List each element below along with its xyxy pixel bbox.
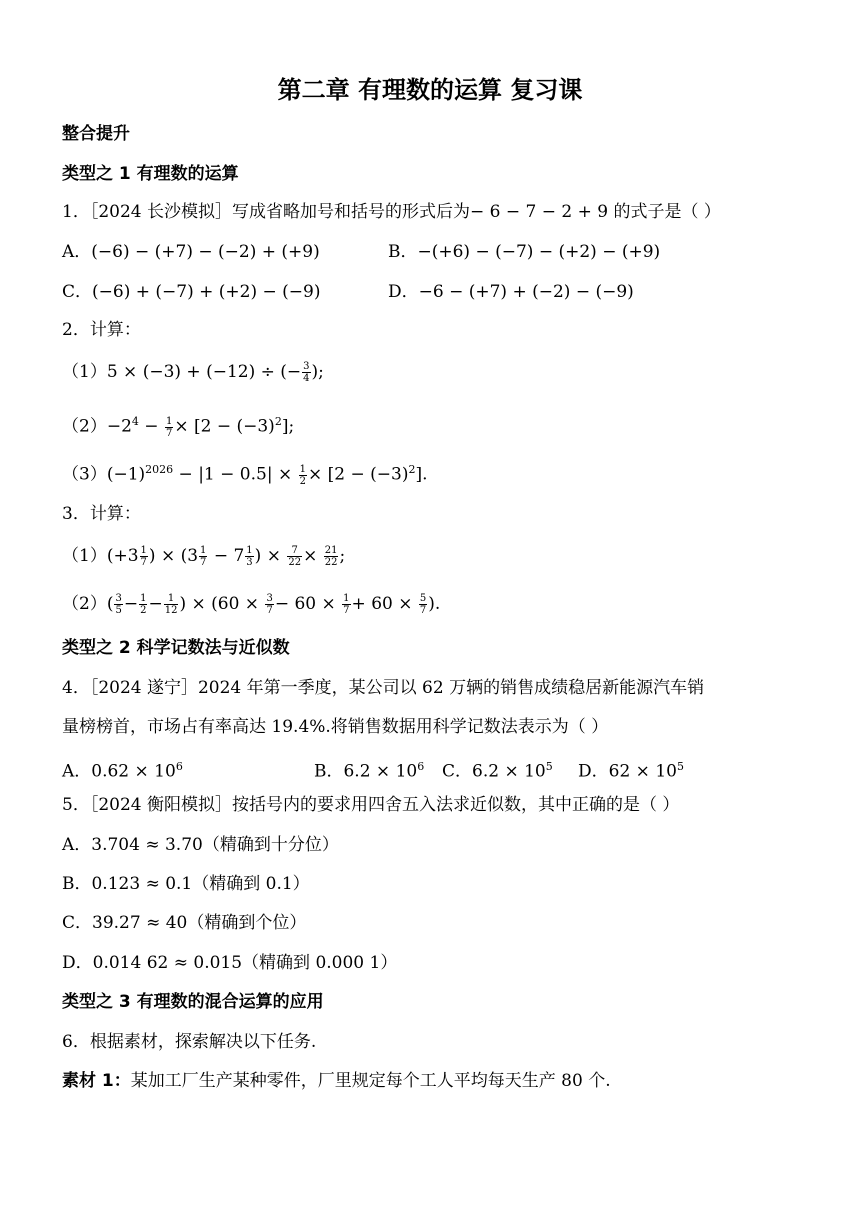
question-5-option-a: A．3.704 ≈ 3.70（精确到十分位） xyxy=(62,835,339,855)
fraction xyxy=(299,464,307,487)
question-5-stem: 5．［2024 衡阳模拟］按括号内的要求用四舍五入法求近似数，其中正确的是（ ） xyxy=(62,795,680,815)
denominator: 4 xyxy=(303,373,310,384)
fraction xyxy=(114,593,122,616)
fraction xyxy=(140,545,148,568)
numerator: 5 xyxy=(419,593,427,604)
option-text: B．6.2 × 10 xyxy=(314,761,418,782)
exponent: 4 xyxy=(131,415,139,428)
question-4-option-c xyxy=(442,755,578,784)
expression-text: ) × (60 × xyxy=(179,594,265,614)
part-label: （2） xyxy=(62,416,107,437)
expression-text: ) × xyxy=(254,546,287,566)
question-1-stem-text: 1．［2024 长沙模拟］写成省略加号和括号的形式后为 xyxy=(62,202,470,222)
expression-text: ]; xyxy=(281,416,295,437)
expression-text: − 7 xyxy=(208,546,245,566)
question-3-stem: 3．计算： xyxy=(62,504,141,524)
question-4-option-b xyxy=(314,755,442,784)
expression-text: − xyxy=(138,416,164,437)
exponent: 2 xyxy=(408,463,416,476)
expression-text: ) × (3 xyxy=(148,546,199,566)
numerator: 3 xyxy=(115,593,122,604)
material-label: 素材 1： xyxy=(62,1071,131,1091)
question-1-option-d: D．−6 − (+7) + (−2) − (−9) xyxy=(388,282,634,302)
type-heading-3: 类型之 3 有理数的混合运算的应用 xyxy=(62,992,324,1012)
expression-text: − xyxy=(148,594,163,614)
part-label: （2） xyxy=(62,594,107,614)
question-2-part-2 xyxy=(62,410,294,439)
option-text: A．0.62 × 10 xyxy=(62,761,176,782)
expression-text: ( xyxy=(106,594,114,614)
fraction xyxy=(165,416,173,439)
expression-text: ). xyxy=(428,594,441,614)
numerator: 3 xyxy=(303,361,310,372)
fraction xyxy=(139,593,147,616)
fraction xyxy=(287,545,302,568)
expression-text: ; xyxy=(339,546,346,566)
numerator: 1 xyxy=(140,593,147,604)
expression-text: × xyxy=(303,546,323,566)
expression-text: − xyxy=(123,594,139,614)
question-6-material-1 xyxy=(62,1069,611,1093)
question-1-option-a: A．(−6) − (+7) − (−2) + (+9) xyxy=(62,242,320,262)
question-5-option-d: D．0.014 62 ≈ 0.015（精确到 0.000 1） xyxy=(62,953,398,973)
question-1-stem xyxy=(62,200,721,224)
fraction xyxy=(302,361,310,384)
exponent: 2026 xyxy=(145,463,174,476)
numerator: 1 xyxy=(343,593,350,604)
fraction xyxy=(265,593,273,616)
question-1-options-row-1 xyxy=(62,240,660,264)
denominator: 7 xyxy=(200,557,207,568)
option-text: D．62 × 10 xyxy=(578,761,677,782)
material-text: 某加工厂生产某种零件，厂里规定每个工人平均每天生产 80 个. xyxy=(130,1071,611,1091)
expression-text: (+3 xyxy=(106,546,139,566)
question-3-part-2 xyxy=(62,592,440,616)
exponent: 5 xyxy=(676,760,684,773)
denominator: 7 xyxy=(266,605,273,616)
fraction xyxy=(199,545,207,568)
part-label: （3） xyxy=(62,464,107,485)
expression-text: 5 × (−3) + (−12) ÷ (− xyxy=(106,362,302,382)
denominator: 7 xyxy=(165,427,173,439)
denominator: 7 xyxy=(343,605,350,616)
question-1-stem-end: 的式子是（ ） xyxy=(608,202,721,222)
expression-text: × [2 − (−3) xyxy=(174,416,275,437)
expression-text: + 60 × xyxy=(351,594,418,614)
question-4-option-d xyxy=(578,755,684,784)
numerator: 1 xyxy=(164,593,179,605)
numerator: 21 xyxy=(324,545,338,556)
fraction xyxy=(245,545,253,568)
section-heading-integration: 整合提升 xyxy=(62,124,130,144)
exponent: 6 xyxy=(417,760,425,773)
denominator: 7 xyxy=(419,605,427,616)
question-3-part-1 xyxy=(62,544,345,568)
fraction xyxy=(419,593,427,616)
expression-text: − 60 × xyxy=(274,594,342,614)
denominator: 5 xyxy=(115,605,122,616)
question-2-stem: 2．计算： xyxy=(62,320,141,340)
numerator: 7 xyxy=(287,545,302,557)
option-text: C．6.2 × 10 xyxy=(442,761,546,782)
question-6-stem: 6．根据素材，探索解决以下任务. xyxy=(62,1032,317,1052)
denominator: 2 xyxy=(299,475,306,487)
expression-text: ); xyxy=(311,362,324,382)
part-label: （1） xyxy=(62,546,107,566)
fraction xyxy=(342,593,350,616)
denominator: 3 xyxy=(246,557,253,568)
numerator: 3 xyxy=(266,593,273,604)
fraction xyxy=(164,593,179,616)
question-2-part-3 xyxy=(62,458,428,487)
numerator: 1 xyxy=(140,545,147,556)
numerator: 1 xyxy=(200,545,207,556)
expression-text: −2 xyxy=(106,416,132,437)
type-heading-2: 类型之 2 科学记数法与近似数 xyxy=(62,638,290,658)
question-1-option-b: B．−(+6) − (−7) − (+2) − (+9) xyxy=(388,242,661,262)
exponent: 5 xyxy=(545,760,553,773)
denominator: 2 xyxy=(140,605,147,616)
question-5-option-c: C．39.27 ≈ 40（精确到个位） xyxy=(62,913,307,933)
question-4-stem-line-2: 量榜榜首，市场占有率高达 19.4%.将销售数据用科学记数法表示为（ ） xyxy=(62,717,609,737)
numerator: 1 xyxy=(246,545,253,556)
question-4-option-a xyxy=(62,755,314,784)
type-heading-1: 类型之 1 有理数的运算 xyxy=(62,164,239,184)
expression-text: − |1 − 0.5| × xyxy=(173,464,298,485)
exponent: 2 xyxy=(274,415,282,428)
expression-text: × [2 − (−3) xyxy=(308,464,409,485)
question-4-stem-line-1: 4．［2024 遂宁］2024 年第一季度，某公司以 62 万辆的销售成绩稳居新能源汽车销 xyxy=(62,678,705,698)
question-4-options xyxy=(62,755,684,784)
denominator: 22 xyxy=(324,557,338,568)
denominator: 22 xyxy=(288,557,302,568)
fraction xyxy=(324,545,339,568)
question-1-expression: − 6 − 7 − 2 + 9 xyxy=(469,202,609,222)
exponent: 6 xyxy=(175,760,183,773)
expression-text: (−1) xyxy=(106,464,146,485)
expression-text: ]. xyxy=(415,464,428,485)
numerator: 1 xyxy=(299,463,306,475)
question-1-options-row-2 xyxy=(62,280,634,304)
numerator: 1 xyxy=(165,415,173,427)
denominator: 7 xyxy=(140,557,147,568)
part-label: （1） xyxy=(62,362,107,382)
question-1-option-c: C．(−6) + (−7) + (+2) − (−9) xyxy=(62,282,321,302)
question-2-part-1 xyxy=(62,360,324,384)
question-5-option-b: B．0.123 ≈ 0.1（精确到 0.1） xyxy=(62,874,310,894)
page-title: 第二章 有理数的运算 复习课 xyxy=(277,76,583,104)
denominator: 12 xyxy=(164,605,178,616)
